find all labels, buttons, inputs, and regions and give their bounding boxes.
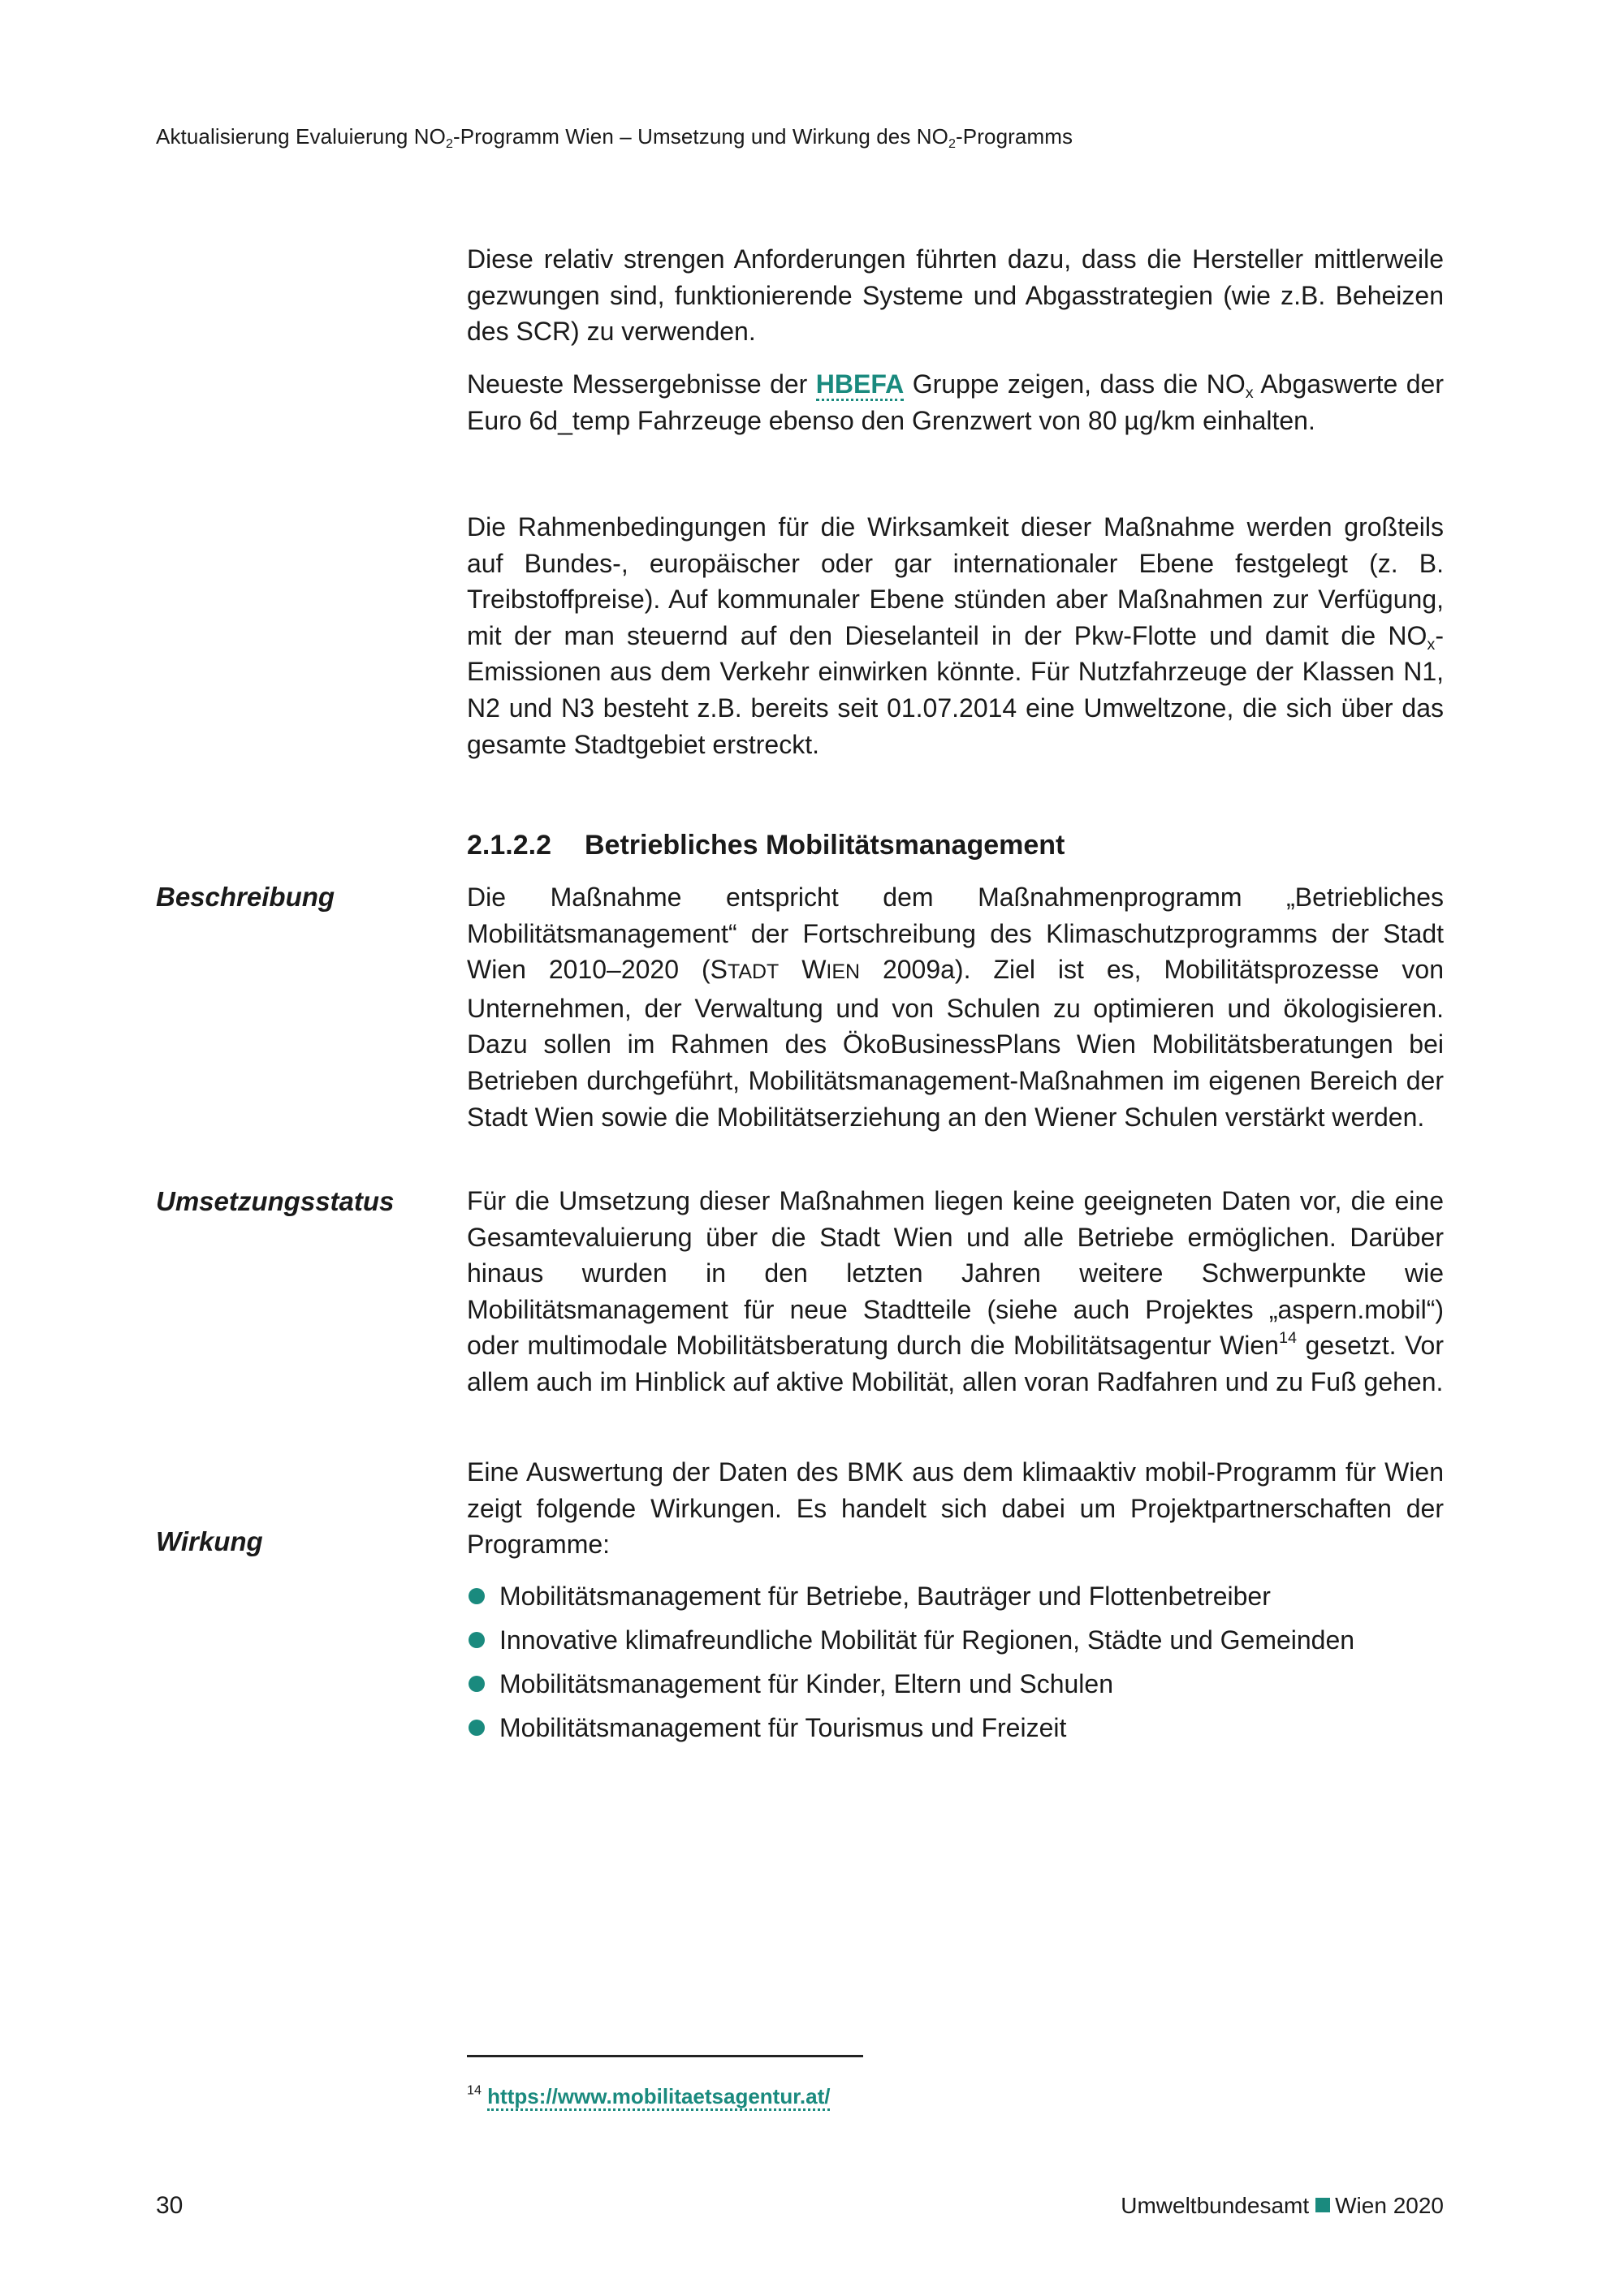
side-label-umsetzungsstatus: Umsetzungsstatus	[156, 1186, 395, 1216]
bullet-dot-icon	[469, 1632, 485, 1648]
page-number: 30	[156, 2192, 184, 2219]
footnote-divider	[467, 2055, 863, 2057]
list-item: Mobilitätsmanagement für Betriebe, Bauträger und Flottenbetreiber	[467, 1578, 1354, 1622]
hbefa-link[interactable]: HBEFA	[816, 369, 904, 401]
paragraph-requirements: Diese relativ strengen Anforderungen führten dazu, dass die Hersteller mittlerweile gezwungen sind, funktionierende Systeme und Abgasstrategien (wie z.B. Beheizen des SCR) zu verwenden.	[467, 244, 1444, 347]
section-number: 2.1.2.2	[467, 830, 551, 861]
page-footer: Umweltbundesamt Wien 2020	[1121, 2193, 1444, 2218]
footnote-link[interactable]: https://www.mobilitaetsagentur.at/	[487, 2084, 830, 2111]
section-title: Betriebliches Mobilitätsmanagement	[585, 830, 1065, 861]
bullet-dot-icon	[469, 1720, 485, 1736]
list-item: Innovative klimafreundliche Mobilität für Regionen, Städte und Gemeinden	[467, 1622, 1354, 1666]
list-item: Mobilitätsmanagement für Tourismus und Freizeit	[467, 1710, 1354, 1754]
paragraph-beschreibung: Die Maßnahme entspricht dem Maßnahmenprogramm „Betriebliches Mobilitätsmanagement“ der Fortschreibung des Klimaschutzprogramms der Stadt Wien 2010–2020 (STADT WIEN 2009a). Ziel ist es, Mobilitätsprozesse von Unternehmen, der Verwaltung und von Schulen zu optimieren und ökologisieren. Dazu sollen im Rahmen des ÖkoBusinessPlans Wien Mobilitätsberatungen bei Betrieben durchgeführt, Mobilitätsmanagement-Maßnahmen im eigenen Bereich der Stadt Wien sowie die Mobilitätserziehung an den Wiener Schulen verstärkt werden.	[467, 883, 1444, 1132]
paragraph-hbefa: Neueste Messergebnisse der HBEFA Gruppe zeigen, dass die $NO_x$ Abgaswerte der Euro 6d_temp Fahrzeuge ebenso den Grenzwert von 80 µg/km einhalten.	[467, 369, 1445, 435]
paragraph-wirkung: Eine Auswertung der Daten des BMK aus dem klimaaktiv mobil-Programm für Wien zeigt folgende Wirkungen. Es handelt sich dabei um Projektpartnerschaften der Programme:	[467, 1457, 1444, 1560]
side-label-wirkung: Wirkung	[156, 1526, 263, 1556]
running-header: Aktualisierung Evaluierung $NO_2$-Programm Wien – Umsetzung und Wirkung des $NO_2$-Programms	[156, 124, 1073, 151]
paragraph-umsetzungsstatus: Für die Umsetzung dieser Maßnahmen liegen keine geeigneten Daten vor, die eine Gesamtevaluierung über die Stadt Wien und alle Betriebe ermöglichen. Darüber hinaus wurden in den letzten Jahren weitere Schwerpunkte wie Mobilitätsmanagement für neue Stadtteile (siehe auch Projektes „aspern.mobil“) oder multimodale Mobilitätsberatung durch die Mobilitätsagentur Wien$^{14}$ gesetzt. Vor allem auch im Hinblick auf aktive Mobilität, allen voran Radfahren und zu Fuß gehen.	[467, 1186, 1445, 1396]
footnote: $^{14}$ https://www.mobilitaetsagentur.at/	[467, 2084, 830, 2109]
section-heading	[467, 830, 1065, 861]
side-label-beschreibung: Beschreibung	[156, 882, 335, 912]
programme-list	[467, 1578, 1354, 1754]
paragraph-framework: Die Rahmenbedingungen für die Wirksamkeit dieser Maßnahme werden großteils auf Bundes-, europäischer oder gar internationaler Ebene festgelegt (z. B. Treibstoffpreise). Auf kommunaler Ebene stünden aber Maßnahmen zur Verfügung, mit der man steuernd auf den Dieselanteil in der Pkw-Flotte und damit die $NO_x$-Emissionen aus dem Verkehr einwirken könnte. Für Nutzfahrzeuge der Klassen N1, N2 und N3 besteht z.B. bereits seit 01.07.2014 eine Umweltzone, die sich über das gesamte Stadtgebiet erstreckt.	[467, 512, 1444, 759]
list-item: Mobilitätsmanagement für Kinder, Eltern und Schulen	[467, 1666, 1354, 1710]
bullet-dot-icon	[469, 1676, 485, 1692]
square-icon	[1315, 2198, 1330, 2212]
bullet-dot-icon	[469, 1588, 485, 1604]
